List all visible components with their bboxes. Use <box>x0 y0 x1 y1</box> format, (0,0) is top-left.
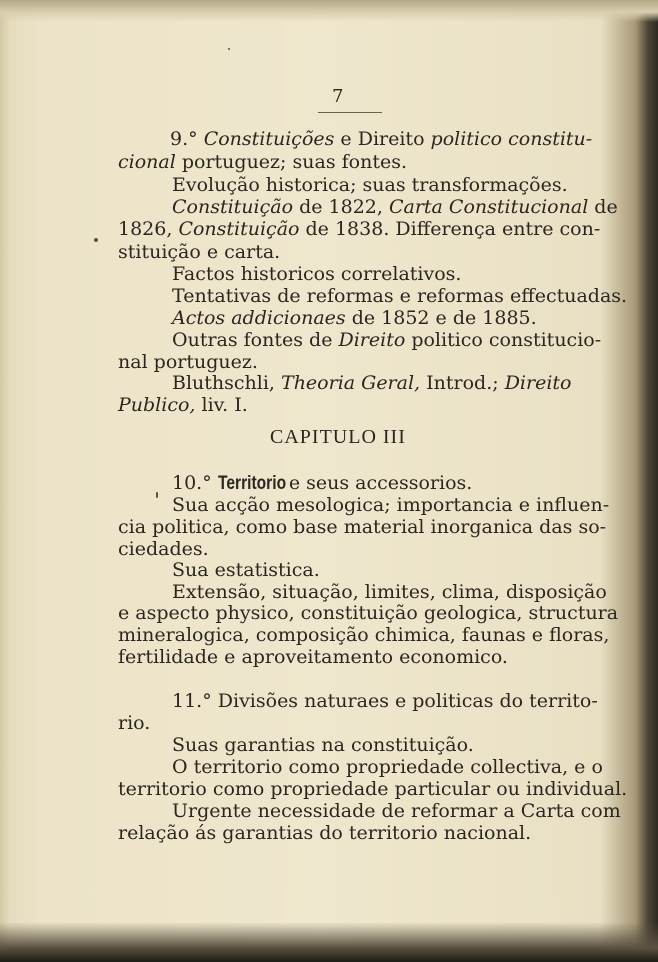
s9-l4-italic-2: Carta Constitucional <box>388 196 589 218</box>
s11-line-7: relação ás garantias do territorio nacional. <box>118 822 532 844</box>
s9-l1-text: e Direito <box>334 128 431 150</box>
s9-line-10 <box>172 329 601 351</box>
s11-line-2: rio. <box>118 712 151 734</box>
s9-l4-text-2: de <box>588 196 618 218</box>
s9-l13-text: liv. I. <box>195 394 248 416</box>
ink-speck <box>228 48 230 50</box>
s11-line-3: Suas garantias na constituição. <box>172 734 474 756</box>
s9-l13-italic: Publico, <box>118 394 196 416</box>
chapter-heading: CAPITULO III <box>270 426 406 448</box>
s10-line-1 <box>172 472 472 495</box>
s10-l1-text: e seus accessorios. <box>282 472 473 494</box>
s9-l12-text-2: Introd.; <box>420 372 505 394</box>
s9-l5-italic: Constituição <box>178 218 300 240</box>
s10-line-3: cia politica, como base material inorganica das so- <box>118 516 607 538</box>
s9-l12-italic-2: Direito <box>504 372 572 394</box>
s9-l1-italic-1: Constituições <box>203 128 335 150</box>
s9-line-12 <box>172 372 571 394</box>
ink-speck <box>94 238 98 242</box>
s11-line-6: Urgente necessidade de reformar a Carta com <box>172 800 621 822</box>
s11-line-1: 11.° Divisões naturaes e politicas do territo- <box>172 690 598 712</box>
s9-line-4 <box>172 196 618 218</box>
s10-line-7: e aspecto physico, constituição geologica, structura <box>118 602 619 624</box>
s9-l12-italic-1: Theoria Geral, <box>281 372 421 394</box>
s10-line-4: ciedades. <box>118 538 209 560</box>
s10-line-5: Sua estatistica. <box>172 559 320 581</box>
page-number: 7 <box>332 86 344 107</box>
s9-l12-text-1: Bluthschli, <box>172 372 282 394</box>
s9-line-3: Evolução historica; suas transformações. <box>172 174 568 196</box>
s9-line-9 <box>172 307 537 329</box>
s11-line-5: territorio como propriedade particular ou individual. <box>118 778 628 800</box>
s9-line-1 <box>170 128 592 150</box>
s9-l10-text-2: politico constitucio- <box>405 329 602 351</box>
s9-line-5 <box>118 218 600 240</box>
s9-line-11: nal portuguez. <box>118 351 258 373</box>
s9-l4-italic-1: Constituição <box>172 196 294 218</box>
s9-number: 9.° <box>170 128 198 150</box>
s10-bold-term: Territorio <box>217 473 286 494</box>
s9-line-2 <box>118 151 407 173</box>
s9-line-7: Factos historicos correlativos. <box>172 263 462 285</box>
s9-l2-italic: cional <box>118 151 176 173</box>
s10-line-2: Sua acção mesologica; importancia e influen- <box>172 494 610 516</box>
s9-line-8: Tentativas de reformas e reformas effectuadas. <box>172 285 628 307</box>
s10-number: 10.° <box>172 472 212 494</box>
s11-line-4: O territorio como propriedade collectiva, e o <box>172 756 603 778</box>
s9-line-13 <box>118 394 248 416</box>
s10-line-9: fertilidade e aproveitamento economico. <box>118 646 508 668</box>
ink-speck <box>156 492 158 498</box>
s9-line-6: stituição e carta. <box>118 241 281 263</box>
s10-line-6: Extensão, situação, limites, clima, disposição <box>172 581 607 603</box>
s9-l9-text: de 1852 e de 1885. <box>345 307 537 329</box>
s9-l10-italic: Direito <box>338 329 406 351</box>
s9-l5-text-2: de 1838. Differença entre con- <box>299 218 601 240</box>
s9-l10-text-1: Outras fontes de <box>172 329 339 351</box>
header-rule <box>318 112 382 113</box>
s9-l1-italic-2: politico constitu- <box>430 128 593 150</box>
s10-line-8: mineralogica, composição chimica, faunas e floras, <box>118 624 610 646</box>
s9-l9-italic: Actos addicionaes <box>172 307 346 329</box>
s9-l2-text: portuguez; suas fontes. <box>175 151 407 173</box>
s9-l5-text-1: 1826, <box>118 218 179 240</box>
s9-l4-text: de 1822, <box>293 196 389 218</box>
